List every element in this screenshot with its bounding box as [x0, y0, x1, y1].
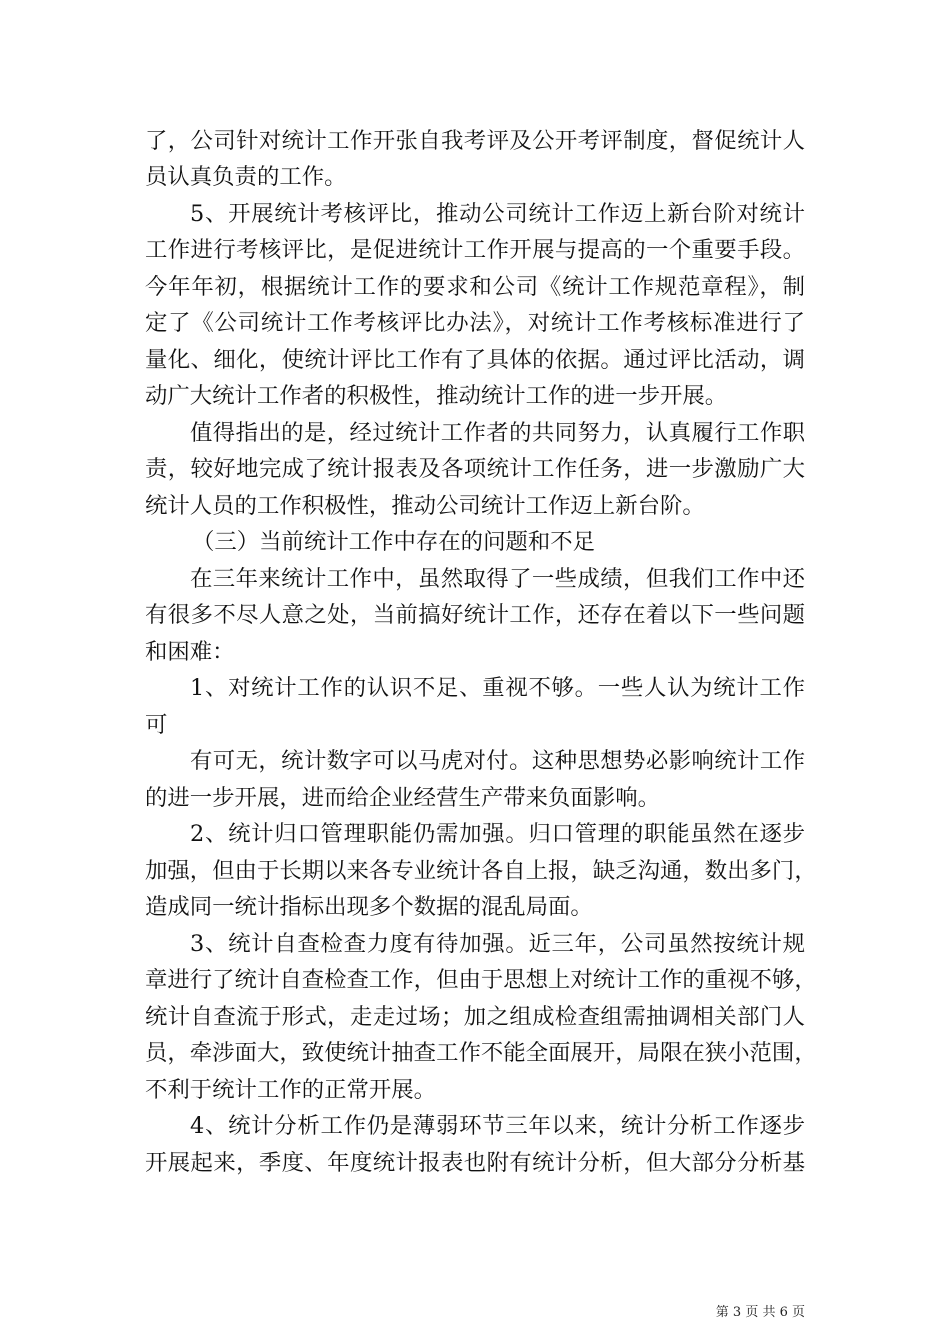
- text-line: 造成同一统计指标出现多个数据的混乱局面。: [145, 894, 593, 920]
- text-line: 2、统计归口管理职能仍需加强。归口管理的职能虽然在逐步: [190, 821, 805, 847]
- text-line: 员，牵涉面大，致使统计抽查工作不能全面展开，局限在狭小范围，: [145, 1040, 817, 1066]
- text-line: 有可无，统计数字可以马虎对付。这种思想势必影响统计工作: [190, 748, 805, 774]
- section-heading: （三）当前统计工作中存在的问题和不足: [192, 529, 596, 555]
- text-line: 统计人员的工作积极性，推动公司统计工作迈上新台阶。: [145, 493, 705, 519]
- text-line: 在三年来统计工作中，虽然取得了一些成绩，但我们工作中还: [190, 566, 805, 592]
- text-line: 开展起来，季度、年度统计报表也附有统计分析，但大部分分析基: [145, 1150, 805, 1176]
- text-line: 工作进行考核评比，是促进统计工作开展与提高的一个重要手段。: [145, 237, 805, 263]
- text-line: 今年年初，根据统计工作的要求和公司《统计工作规范章程》，制: [145, 274, 805, 300]
- text-line: 加强，但由于长期以来各专业统计各自上报，缺乏沟通，数出多门，: [145, 858, 817, 884]
- page-number: 第 3 页 共 6 页: [715, 1305, 805, 1320]
- text-line: 值得指出的是，经过统计工作者的共同努力，认真履行工作职: [190, 420, 805, 446]
- text-line: 统计自查流于形式，走走过场；加之组成检查组需抽调相关部门人: [145, 1004, 805, 1030]
- text-line: 定了《公司统计工作考核评比办法》，对统计工作考核标准进行了: [145, 310, 805, 336]
- text-line: 有很多不尽人意之处，当前搞好统计工作，还存在着以下一些问题: [145, 602, 805, 628]
- text-line: 员认真负责的工作。: [145, 164, 347, 190]
- text-line: 5、开展统计考核评比，推动公司统计工作迈上新台阶对统计: [190, 201, 805, 227]
- text-line: 动广大统计工作者的积极性，推动统计工作的进一步开展。: [145, 383, 728, 409]
- text-line: 量化、细化，使统计评比工作有了具体的依据。通过评比活动，调: [145, 347, 805, 373]
- text-line: 不利于统计工作的正常开展。: [145, 1077, 437, 1103]
- text-line: 了，公司针对统计工作开张自我考评及公开考评制度，督促统计人: [145, 128, 805, 154]
- text-line: 3、统计自查检查力度有待加强。近三年，公司虽然按统计规: [190, 931, 805, 957]
- text-line: 责，较好地完成了统计报表及各项统计工作任务，进一步激励广大: [145, 456, 805, 482]
- text-line: 1、对统计工作的认识不足、重视不够。一些人认为统计工作: [190, 675, 805, 701]
- text-line: 4、统计分析工作仍是薄弱环节三年以来，统计分析工作逐步: [190, 1113, 805, 1139]
- text-line: 章进行了统计自查检查工作，但由于思想上对统计工作的重视不够，: [145, 967, 817, 993]
- text-line: 的进一步开展，进而给企业经营生产带来负面影响。: [145, 785, 660, 811]
- text-line: 和困难：: [145, 639, 235, 665]
- text-line: 可: [145, 712, 168, 738]
